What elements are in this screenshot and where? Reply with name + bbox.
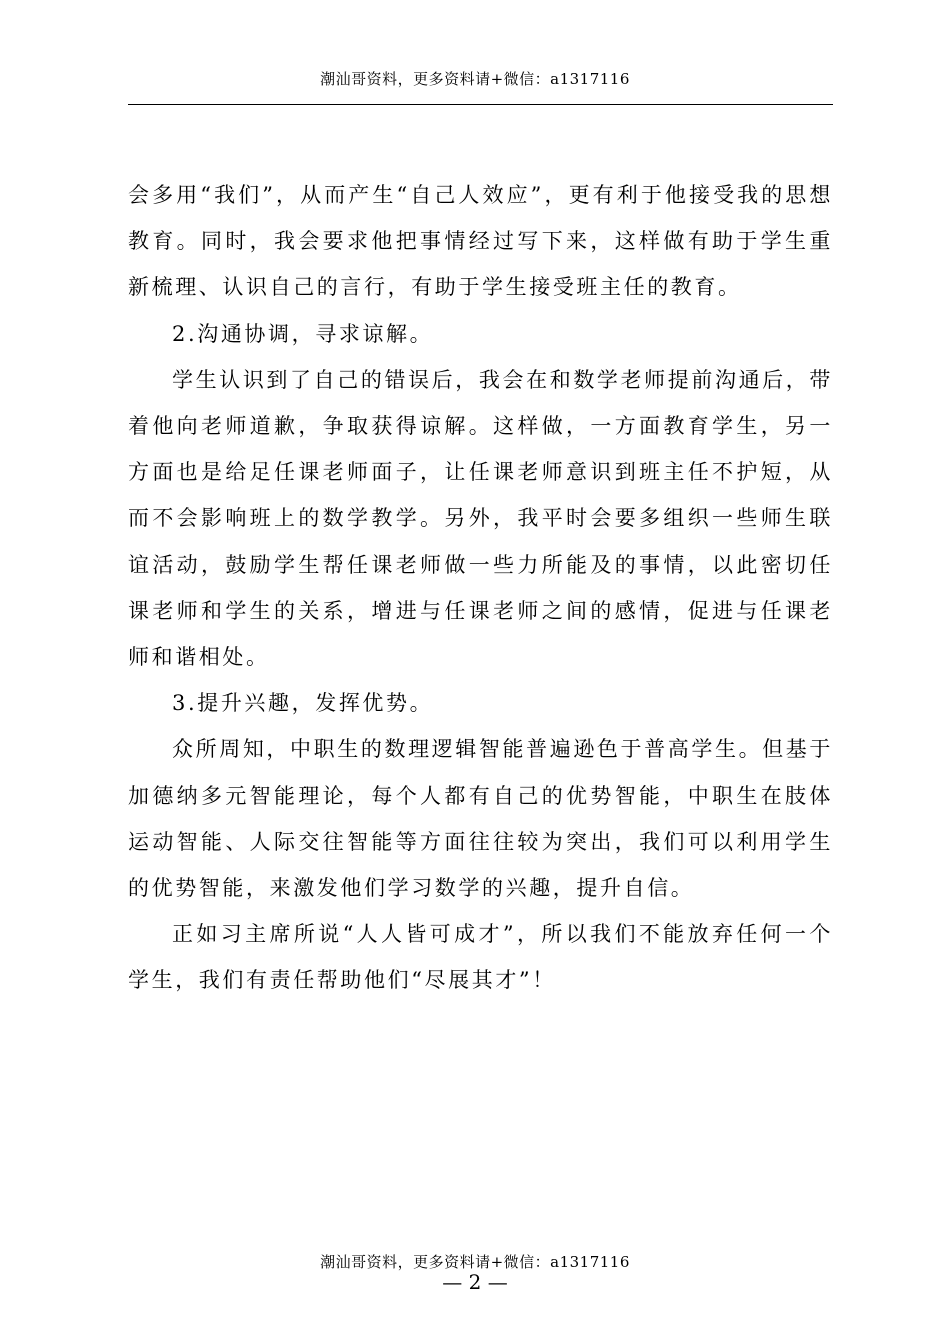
paragraph: 学生认识到了自己的错误后，我会在和数学老师提前沟通后，带着他向老师道歉，争取获得谅解。这样做，一方面教育学生，另一方面也是给足任课老师面子，让任课老师意识到班主任不护短，从而不会影响班上的数学教学。另外，我平时会要多组织一些师生联谊活动，鼓励学生帮任课老师做一些力所能及的事情，以此密切任课老师和学生的关系，增进与任课老师之间的感情，促进与任课老师和谐相处。 bbox=[128, 367, 833, 670]
page-header: 潮汕哥资料，更多资料请+微信：a1317116 bbox=[320, 70, 630, 88]
paragraph-continuation: 会多用“我们”，从而产生“自己人效应”，更有利于他接受我的思想教育。同时，我会要求他把事情经过写下来，这样做有助于学生重新梳理、认识自己的言行，有助于学生接受班主任的教育。 bbox=[128, 183, 833, 300]
paragraph: 众所周知，中职生的数理逻辑智能普遍逊色于普高学生。但基于加德纳多元智能理论，每个人都有自己的优势智能，中职生在肢体运动智能、人际交往智能等方面往往较为突出，我们可以利用学生的优势智能，来激发他们学习数学的兴趣，提升自信。 bbox=[128, 737, 833, 901]
page-footer: 潮汕哥资料，更多资料请+微信：a1317116 bbox=[320, 1253, 630, 1271]
document-body bbox=[128, 172, 833, 1004]
header-divider bbox=[128, 104, 833, 105]
section-heading-interest: 3.提升兴趣，发挥优势。 bbox=[172, 691, 434, 716]
page-number: — 2 — bbox=[442, 1270, 508, 1294]
paragraph-conclusion: 正如习主席所说“人人皆可成才”，所以我们不能放弃任何一个学生，我们有责任帮助他们“尽展其才”！ bbox=[128, 922, 833, 993]
section-heading-communication: 2.沟通协调，寻求谅解。 bbox=[172, 321, 434, 346]
